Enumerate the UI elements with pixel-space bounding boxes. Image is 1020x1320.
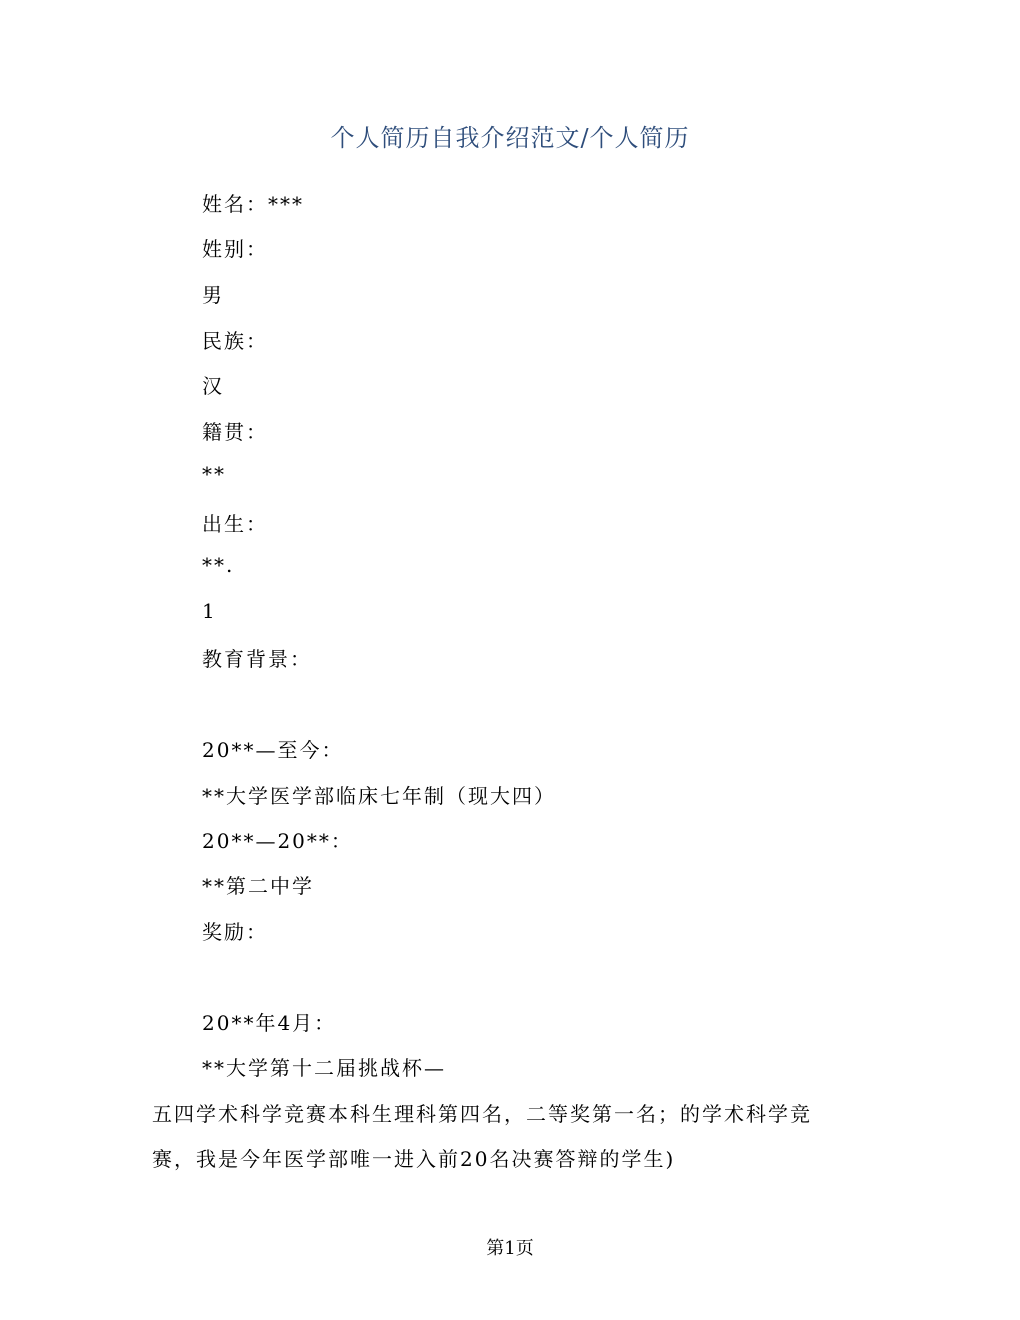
education-period-1: 20**—至今：	[202, 738, 344, 762]
award-date: 20**年4月：	[202, 1011, 337, 1035]
hometown-value: **	[202, 462, 226, 486]
name-label: 姓名：***	[202, 192, 304, 216]
ethnicity-label: 民族：	[202, 329, 268, 353]
award-description-line-2: 赛，我是今年医学部唯一进入前20名决赛答辩的学生)	[152, 1147, 676, 1171]
page-number: 第1页	[486, 1238, 534, 1259]
education-period-2: 20**—20**：	[202, 829, 353, 853]
birth-label: 出生：	[202, 512, 268, 536]
birth-value-cont: 1	[202, 599, 217, 623]
birth-value: **.	[202, 553, 235, 577]
education-school-2: **第二中学	[202, 874, 314, 898]
document-title: 个人简历自我介绍范文/个人简历	[330, 124, 690, 152]
gender-label: 姓别：	[202, 237, 268, 261]
hometown-label: 籍贯：	[202, 420, 268, 444]
award-description-line-1: 五四学术科学竞赛本科生理科第四名，二等奖第一名；的学术科学竞	[152, 1102, 812, 1126]
education-school-1: **大学医学部临床七年制（现大四）	[202, 784, 556, 808]
award-title: **大学第十二届挑战杯—	[202, 1056, 446, 1080]
education-heading: 教育背景：	[202, 647, 312, 671]
awards-heading: 奖励：	[202, 920, 268, 944]
gender-value: 男	[202, 283, 224, 307]
ethnicity-value: 汉	[202, 374, 224, 398]
